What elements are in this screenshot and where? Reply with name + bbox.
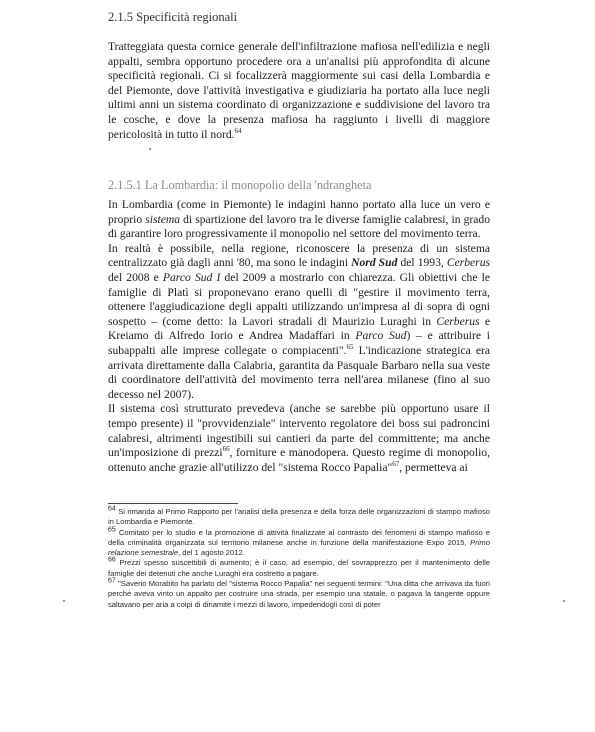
body-text xyxy=(108,198,490,475)
subsection-heading: 2.1.5.1 La Lombardia: il monopolio della 'ndrangheta xyxy=(108,178,372,192)
text-run: ) – e attribuire i subappalti alle imprese collegate o compiacenti". xyxy=(108,329,490,357)
footnote-66 xyxy=(108,558,490,579)
footnote-67 xyxy=(108,579,490,610)
footnote-number: 64 xyxy=(108,505,116,513)
footnote-text: , del 1 agosto 2012. xyxy=(178,548,245,558)
text-run: del 1993, xyxy=(397,256,447,270)
stray-mark xyxy=(149,148,151,150)
operation-name: Parco Sud I xyxy=(162,270,221,284)
footnote-65 xyxy=(108,528,490,559)
paragraph-2 xyxy=(108,242,490,403)
stray-mark xyxy=(563,600,565,602)
text-run: e Kreiamo di Alfredo Iorio e Andrea Madaffari in xyxy=(108,314,491,343)
text-run: Il sistema così strutturato prevedeva (anche se sarebbe più opportuno usare il tempo presente) il "provvidenziale" intervento regolatore dei boss sui padroncini calabresi, altrimenti ingestibili sui cantieri da parte del committente; ma anche un'imposizione di prezzi xyxy=(108,402,490,460)
text-run: di spartizione del lavoro tra le diverse famiglie calabresi, in grado di garantire loro progressivamente il monopolio nel settore del movimento terra. xyxy=(108,212,490,241)
italic-term: sistema xyxy=(145,212,181,226)
footnote-ref-65[interactable]: 65 xyxy=(346,343,354,352)
operation-name: Cerberus xyxy=(436,314,480,328)
footnote-ref-67[interactable]: 67 xyxy=(392,459,400,468)
footnote-text: Comitato per lo studio e la promozione di attività finalizzate al contrasto dei fenomeni di stampo mafioso e della criminalità organizzata sul territorio milanese anche in funzione della manifestazione Expo 2015, xyxy=(108,527,490,547)
stray-mark xyxy=(63,600,65,602)
footnote-italic: Primo relazione semestrale xyxy=(108,537,490,558)
operation-name: Cerberus xyxy=(446,256,490,270)
footnote-text: Si rimanda al Primo Rapporto per l'analisi della presenza e della forza delle organizzazioni di stampo mafioso in Lombardia e Piemonte. xyxy=(108,507,490,527)
footnotes xyxy=(108,507,490,610)
paragraph-1 xyxy=(108,198,490,242)
text-run: , forniture e manodopera. Questo regime di monopolio, ottenuto anche grazie all'utilizzo del "sistema Rocco Papalia" xyxy=(108,446,490,474)
intro-text: Tratteggiata questa cornice generale dell'infiltrazione mafiosa nell'edilizia e negli appalti, sembra opportuno procedere ora a un'analisi più approfondita di alcune specificità regionali. Ci si focalizzerà maggiormente sui casi della Lombardia e del Piemonte, dove l'attività investigativa e giudiziaria ha portato alla luce negli ultimi anni un sistema coordinato di organizzazione e suddivisione del lavoro tra le cosche, e dove la presenza mafiosa ha raggiunto i livelli di maggiore pericolosità in tutto il nord. xyxy=(108,40,490,141)
operation-name: Parco Sud xyxy=(355,329,407,343)
footnote-text: "Saverio Morabito ha parlato del "sistema Rocco Papalia" nei seguenti termini: "Una ditta che arrivava da fuori perché aveva vinto un appalto per costruire una strada, per esempio una statale, o pagava la tangente oppure saltavano per aria a colpi di dinamite i mezzi di lavoro, impedendogli così di poter xyxy=(108,579,490,609)
footnote-64 xyxy=(108,507,490,528)
operation-name: Nord Sud xyxy=(351,256,398,270)
text-run: In Lombardia (come in Piemonte) le indagini hanno portato alla luce un vero e proprio xyxy=(108,198,490,226)
footnote-number: 66 xyxy=(108,556,116,564)
footnote-separator xyxy=(108,503,238,504)
footnote-ref-66[interactable]: 66 xyxy=(222,445,230,454)
footnote-text: Prezzi spesso suscettibili di aumento; è il caso, ad esempio, del sovrapprezzo per il mantenimento delle famiglie dei detenuti che anche Luraghi era costretto a pagare. xyxy=(108,558,490,578)
footnote-number: 67 xyxy=(108,577,116,585)
text-run: del 2008 e xyxy=(108,270,163,284)
section-heading: 2.1.5 Specificità regionali xyxy=(108,10,238,24)
footnote-ref-64[interactable]: 64 xyxy=(234,126,242,135)
text-run: , permetteva ai xyxy=(399,460,468,474)
text-run: L'indicazione strategica era arrivata direttamente dalla Calabria, garantita da Pasquale Barbaro nella sua veste di coordinatore dell'attività del movimento terra nell'area milanese (fino al suo decesso nel 2007). xyxy=(108,343,490,401)
intro-paragraph xyxy=(108,40,490,142)
paragraph-3 xyxy=(108,402,490,475)
footnote-number: 65 xyxy=(108,526,116,534)
text-run: del 2009 a mostrarlo con chiarezza. Gli obiettivi che le famiglie di Platì si proponevano erano quelli di "gestire il movimento terra, ottenere l'aggiudicazione degli appalti utilizzando un'impresa al di sopra di ogni sospetto – (come detto: la Lavori stradali di Maurizio Luraghi in xyxy=(108,270,490,328)
text-run: In realtà è possibile, nella regione, riconoscere la presenza di un sistema centralizzato già dagli anni '80, ma sono le indagini xyxy=(108,241,490,270)
